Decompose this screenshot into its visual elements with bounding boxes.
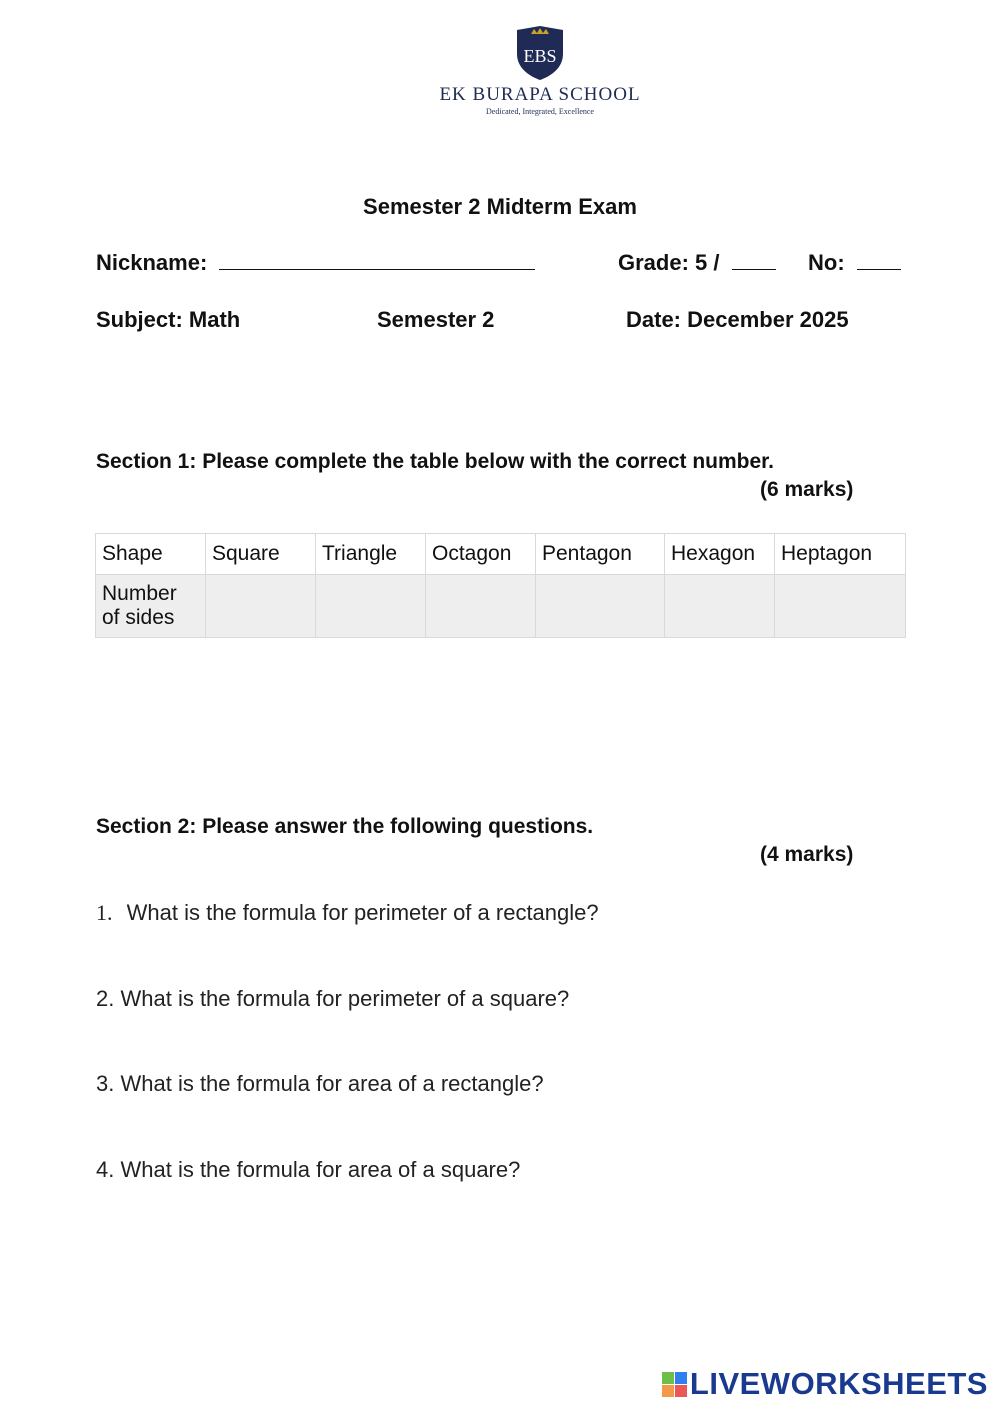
answer-input-triangle[interactable]	[316, 575, 426, 638]
question-3	[96, 1071, 544, 1097]
question-3-number: 3.	[96, 1071, 115, 1096]
question-2	[96, 986, 569, 1012]
answer-input-heptagon[interactable]	[775, 575, 906, 638]
question-1-number: 1.	[96, 900, 113, 925]
table-answer-row	[96, 575, 906, 638]
section2-marks: (4 marks)	[760, 843, 854, 866]
svg-text:EBS: EBS	[523, 46, 557, 66]
question-3-text: What is the formula for area of a rectangle?	[120, 1071, 544, 1096]
section1-marks: (6 marks)	[760, 478, 854, 501]
table-cell-number-of-sides-label: Number of sides	[96, 575, 206, 638]
school-motto: Dedicated, Integrated, Excellence	[486, 107, 594, 116]
section1-heading: Section 1: Please complete the table below with the correct number.	[96, 450, 775, 473]
section2-heading: Section 2: Please answer the following questions.	[96, 815, 594, 838]
grade-blank[interactable]	[732, 253, 776, 270]
table-cell-hexagon: Hexagon	[665, 534, 775, 575]
liveworksheets-logo[interactable]	[662, 1366, 988, 1402]
answer-input-pentagon[interactable]	[536, 575, 665, 638]
question-1	[96, 900, 599, 926]
grade-label: Grade: 5 /	[618, 250, 720, 275]
table-cell-triangle: Triangle	[316, 534, 426, 575]
liveworksheets-brand: LIVEWORKSHEETS	[689, 1366, 988, 1401]
nickname-label: Nickname:	[96, 250, 208, 275]
number-row	[808, 250, 901, 276]
page-title: Semester 2 Midterm Exam	[363, 194, 637, 219]
table-cell-pentagon: Pentagon	[536, 534, 665, 575]
shield-crest-icon	[513, 24, 567, 82]
answer-input-square[interactable]	[206, 575, 316, 638]
school-name: EK BURAPA SCHOOL	[439, 84, 641, 105]
answer-input-hexagon[interactable]	[665, 575, 775, 638]
nickname-row	[96, 250, 535, 276]
number-label: No:	[808, 250, 845, 275]
question-2-text: What is the formula for perimeter of a square?	[120, 986, 570, 1011]
table-cell-octagon: Octagon	[426, 534, 536, 575]
table-cell-heptagon: Heptagon	[775, 534, 906, 575]
table-header-row	[96, 534, 906, 575]
table-cell-shape-header: Shape	[96, 534, 206, 575]
answer-input-octagon[interactable]	[426, 575, 536, 638]
question-1-text: What is the formula for perimeter of a rectangle?	[126, 900, 599, 925]
number-blank[interactable]	[857, 253, 901, 270]
question-4-number: 4.	[96, 1157, 115, 1182]
shapes-table	[95, 533, 906, 638]
nickname-blank[interactable]	[219, 253, 535, 270]
question-4	[96, 1157, 520, 1183]
school-logo	[430, 24, 650, 124]
date-label: Date: December 2025	[626, 307, 849, 332]
subject-label: Subject: Math	[96, 307, 241, 332]
table-cell-square: Square	[206, 534, 316, 575]
question-2-number: 2.	[96, 986, 115, 1011]
grade-row	[618, 250, 776, 276]
liveworksheets-blocks-icon	[662, 1372, 687, 1397]
question-4-text: What is the formula for area of a square?	[120, 1157, 521, 1182]
semester-label: Semester 2	[377, 307, 495, 332]
